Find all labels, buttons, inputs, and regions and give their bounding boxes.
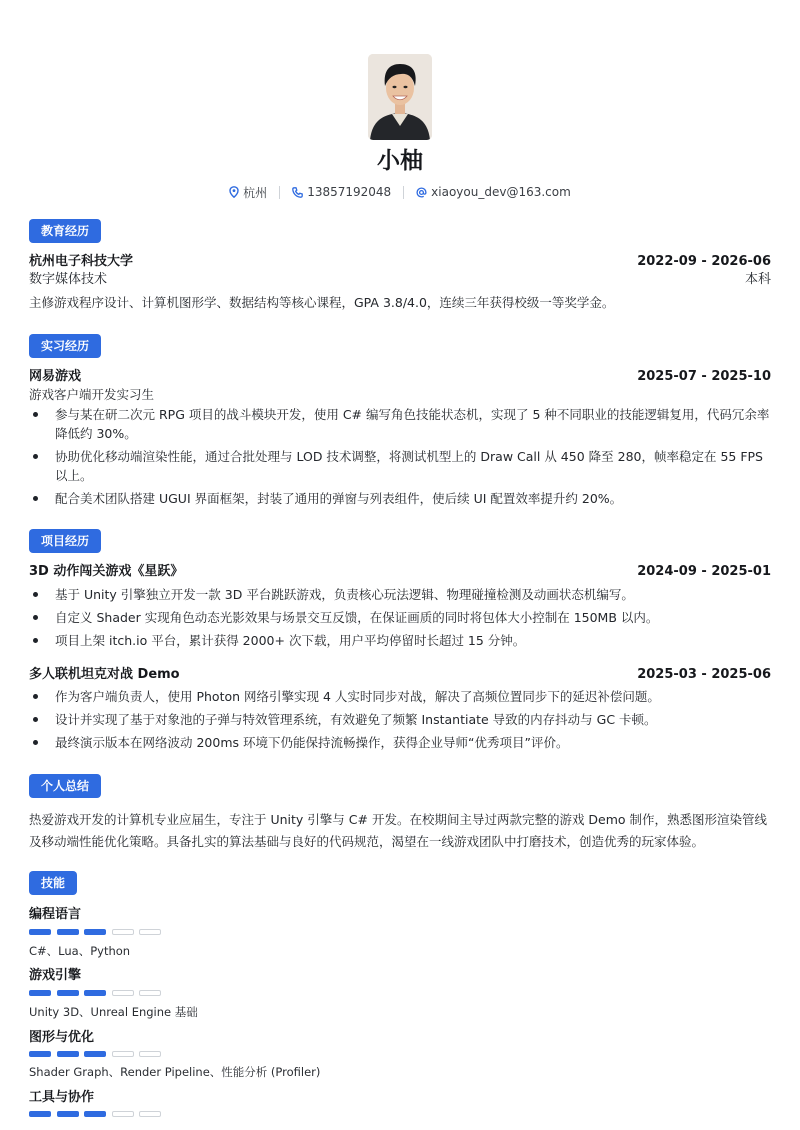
- skill-level-empty: [112, 990, 134, 996]
- email-text: xiaoyou_dev@163.com: [431, 185, 571, 199]
- skill-level-empty: [139, 1111, 161, 1117]
- contact-location: [229, 184, 267, 201]
- project-name: 3D 动作闯关游戏《星跃》: [29, 564, 184, 579]
- internship-header-row: [29, 368, 771, 386]
- education-school: 杭州电子科技大学: [29, 254, 134, 269]
- skill-level-filled: [84, 990, 106, 996]
- list-item: 自定义 Shader 实现角色动态光影效果与场景交互反馈，在保证画质的同时将包体大小控制在 150MB 以内。: [29, 608, 771, 627]
- skill-description: Shader Graph、Render Pipeline、性能分析 (Profiler): [29, 1065, 321, 1079]
- education-degree: 本科: [744, 272, 771, 287]
- skill-level-bars: [29, 1051, 167, 1058]
- skill-level-filled: [57, 990, 79, 996]
- skill-level-empty: [112, 929, 134, 935]
- list-item: 设计并实现了基于对象池的子弹与特效管理系统，有效避免了频繁 Instantiate 导致的内存抖动与 GC 卡顿。: [29, 710, 771, 729]
- list-item: 基于 Unity 引擎独立开发一款 3D 平台跳跃游戏，负责核心玩法逻辑、物理碰撞检测及动画状态机编写。: [29, 585, 771, 604]
- list-item: 项目上架 itch.io 平台，累计获得 2000+ 次下载，用户平均停留时长超过 15 分钟。: [29, 631, 771, 650]
- skill-level-filled: [84, 1051, 106, 1057]
- list-item: 参与某在研二次元 RPG 项目的战斗模块开发，使用 C# 编写角色技能状态机，实现了 5 种不同职业的技能逻辑复用，代码冗余率降低约 30%。: [29, 405, 771, 443]
- skill-level-filled: [57, 1111, 79, 1117]
- education-sub-row: [29, 271, 771, 289]
- avatar: [368, 54, 432, 140]
- contact-bar: [0, 183, 800, 201]
- candidate-name: 小柚: [377, 148, 423, 174]
- list-item: 配合美术团队搭建 UGUI 界面框架，封装了通用的弹窗与列表组件，使后续 UI 配置效率提升约 20%。: [29, 489, 771, 508]
- list-item: 协助优化移动端渲染性能，通过合批处理与 LOD 技术调整，将测试机型上的 Draw Call 从 450 降至 280，帧率稳定在 55 FPS 以上。: [29, 447, 771, 485]
- skill-level-filled: [29, 1051, 51, 1057]
- phone-text: 13857192048: [307, 185, 392, 199]
- location-text: 杭州: [243, 185, 268, 200]
- skill-level-filled: [84, 929, 106, 935]
- skill-level-empty: [112, 1111, 134, 1117]
- contact-divider: [279, 186, 280, 199]
- project-bullets: [29, 687, 771, 756]
- skill-title: 工具与协作: [29, 1090, 95, 1105]
- skill-level-empty: [139, 990, 161, 996]
- skill-level-filled: [84, 1111, 106, 1117]
- contact-divider: [403, 186, 404, 199]
- skill-level-empty: [112, 1051, 134, 1057]
- skill-title: 游戏引擎: [29, 968, 82, 983]
- list-item: 最终演示版本在网络波动 200ms 环境下仍能保持流畅操作，获得企业导师“优秀项目”评价。: [29, 733, 771, 752]
- location-pin-icon: [229, 186, 239, 198]
- skill-level-bars: [29, 929, 167, 936]
- phone-icon: [292, 187, 303, 198]
- skill-level-filled: [57, 929, 79, 935]
- internship-date: 2025-07 - 2025-10: [637, 369, 771, 384]
- skill-title: 图形与优化: [29, 1030, 95, 1045]
- email-at-icon: [416, 187, 427, 198]
- skill-level-filled: [57, 1051, 79, 1057]
- contact-email[interactable]: [416, 185, 571, 199]
- summary-text: 热爱游戏开发的计算机专业应届生，专注于 Unity 引擎与 C# 开发。在校期间主导过两款完整的游戏 Demo 制作，熟悉图形渲染管线及移动端性能优化策略。具备扎实的算法基础与良好的代码规范，渴望在一线游戏团队中打磨技术，创造优秀的玩家体验。: [29, 812, 768, 849]
- section-education-header: 教育经历: [29, 219, 101, 243]
- skill-description: Unity 3D、Unreal Engine 基础: [29, 1005, 198, 1019]
- internship-company: 网易游戏: [29, 369, 82, 384]
- skill-level-bars: [29, 990, 167, 997]
- project-name: 多人联机坦克对战 Demo: [29, 667, 180, 682]
- skill-level-filled: [29, 990, 51, 996]
- section-internship-header: 实习经历: [29, 334, 101, 358]
- skill-level-empty: [139, 929, 161, 935]
- skill-level-empty: [139, 1051, 161, 1057]
- project-date: 2024-09 - 2025-01: [637, 564, 771, 579]
- education-major: 数字媒体技术: [29, 272, 108, 287]
- avatar-photo: [368, 54, 432, 140]
- project-header-row: [29, 563, 771, 581]
- skill-level-bars: [29, 1111, 167, 1118]
- skill-level-filled: [29, 1111, 51, 1117]
- contact-phone[interactable]: [292, 185, 391, 199]
- skill-level-filled: [29, 929, 51, 935]
- education-date: 2022-09 - 2026-06: [637, 254, 771, 269]
- internship-bullets: [29, 405, 771, 512]
- list-item: 作为客户端负责人，使用 Photon 网络引擎实现 4 人实时同步对战，解决了高频位置同步下的延迟补偿问题。: [29, 687, 771, 706]
- skill-description: C#、Lua、Python: [29, 944, 131, 958]
- project-header-row: [29, 666, 771, 684]
- section-skills-header: 技能: [29, 871, 77, 895]
- project-bullets: [29, 585, 771, 654]
- project-date: 2025-03 - 2025-06: [637, 667, 771, 682]
- internship-role: 游戏客户端开发实习生: [29, 387, 155, 402]
- education-header-row: [29, 253, 771, 271]
- section-projects-header: 项目经历: [29, 529, 101, 553]
- skill-title: 编程语言: [29, 907, 82, 922]
- section-summary-header: 个人总结: [29, 774, 101, 798]
- education-description: 主修游戏程序设计、计算机图形学、数据结构等核心课程，GPA 3.8/4.0，连续三年获得校级一等奖学金。: [29, 295, 615, 310]
